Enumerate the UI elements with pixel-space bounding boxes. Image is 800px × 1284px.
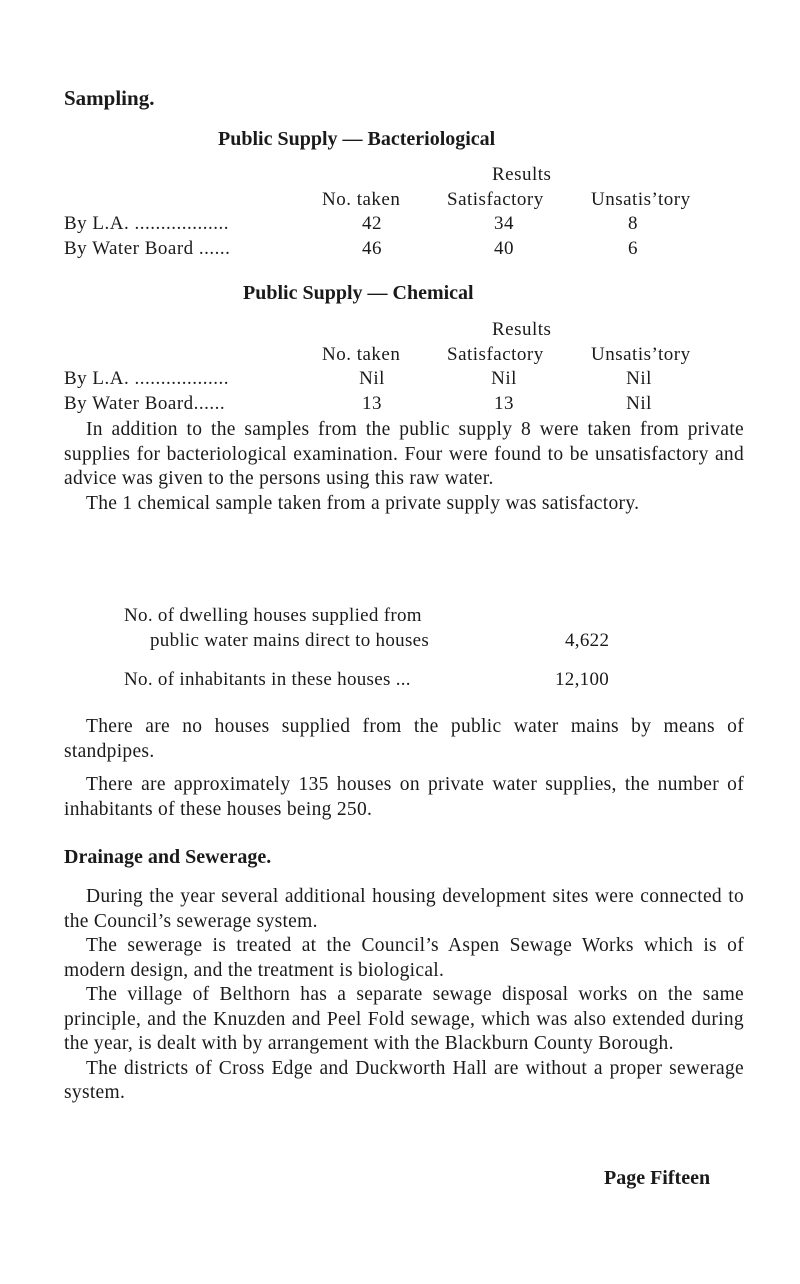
dwellings-value: 4,622 — [565, 630, 610, 651]
row-label: By L.A. .................. — [64, 213, 229, 234]
row-taken: 42 — [362, 213, 382, 234]
row-sat: 40 — [494, 238, 514, 259]
chemical-title: Public Supply — Chemical — [243, 282, 474, 304]
private-water-text — [64, 773, 744, 822]
inhabitants-label: No. of inhabitants in these houses ... — [124, 669, 411, 690]
row-label: By Water Board ...... — [64, 238, 231, 259]
paragraph: The sewerage is treated at the Council’s Aspen Sewage Works which is of modern design, and the treatment is biological. — [64, 935, 744, 981]
drainage-text — [64, 885, 744, 1106]
row-unsat: 8 — [628, 213, 638, 234]
chemical-col-unsat: Unsatis’tory — [591, 344, 691, 365]
paragraph: During the year several additional housing development sites were connected to the Council’s sewerage system. — [64, 886, 744, 932]
bacteriological-col-sat: Satisfactory — [447, 189, 544, 210]
paragraph: The village of Belthorn has a separate sewage disposal works on the same principle, and the Knuzden and Peel Fold sewage, which was also extended during the year, is dealt with by arrangement with the Blackburn County Borough. — [64, 984, 744, 1054]
bacteriological-title: Public Supply — Bacteriological — [218, 128, 496, 150]
bacteriological-col-taken: No. taken — [322, 189, 401, 210]
bacteriological-results-label: Results — [492, 164, 552, 185]
standpipes-text — [64, 715, 744, 764]
paragraph: In addition to the samples from the public supply 8 were taken from private supplies for bacteriological examination. Four were found to be unsatisfactory and advice was given to the persons using this raw water. — [64, 419, 744, 489]
row-taken: Nil — [359, 368, 385, 389]
row-unsat: Nil — [626, 393, 652, 414]
sampling-heading: Sampling. — [64, 86, 155, 110]
paragraph: There are no houses supplied from the public water mains by means of standpipes. — [64, 716, 744, 762]
chemical-results-label: Results — [492, 319, 552, 340]
dwellings-label-line-2: public water mains direct to houses — [150, 630, 430, 651]
row-sat: 13 — [494, 393, 514, 414]
row-label: By L.A. .................. — [64, 368, 229, 389]
bacteriological-col-unsat: Unsatis’tory — [591, 189, 691, 210]
row-label: By Water Board...... — [64, 393, 226, 414]
row-unsat: 6 — [628, 238, 638, 259]
row-sat: 34 — [494, 213, 514, 234]
dwellings-label-line-1: No. of dwelling houses supplied from — [124, 605, 422, 626]
inhabitants-value: 12,100 — [555, 669, 610, 690]
row-taken: 46 — [362, 238, 382, 259]
page-footer: Page Fifteen — [604, 1167, 711, 1189]
drainage-heading: Drainage and Sewerage. — [64, 846, 272, 868]
row-unsat: Nil — [626, 368, 652, 389]
row-taken: 13 — [362, 393, 382, 414]
paragraph: The 1 chemical sample taken from a private supply was satisfactory. — [86, 492, 640, 514]
paragraph: There are approximately 135 houses on private water supplies, the number of inhabitants of these houses being 250. — [64, 774, 744, 820]
chemical-col-sat: Satisfactory — [447, 344, 544, 365]
paragraph: The districts of Cross Edge and Duckworth Hall are without a proper sewerage system. — [64, 1057, 744, 1103]
chemical-col-taken: No. taken — [322, 344, 401, 365]
row-sat: Nil — [491, 368, 517, 389]
private-supplies-text — [64, 418, 744, 516]
